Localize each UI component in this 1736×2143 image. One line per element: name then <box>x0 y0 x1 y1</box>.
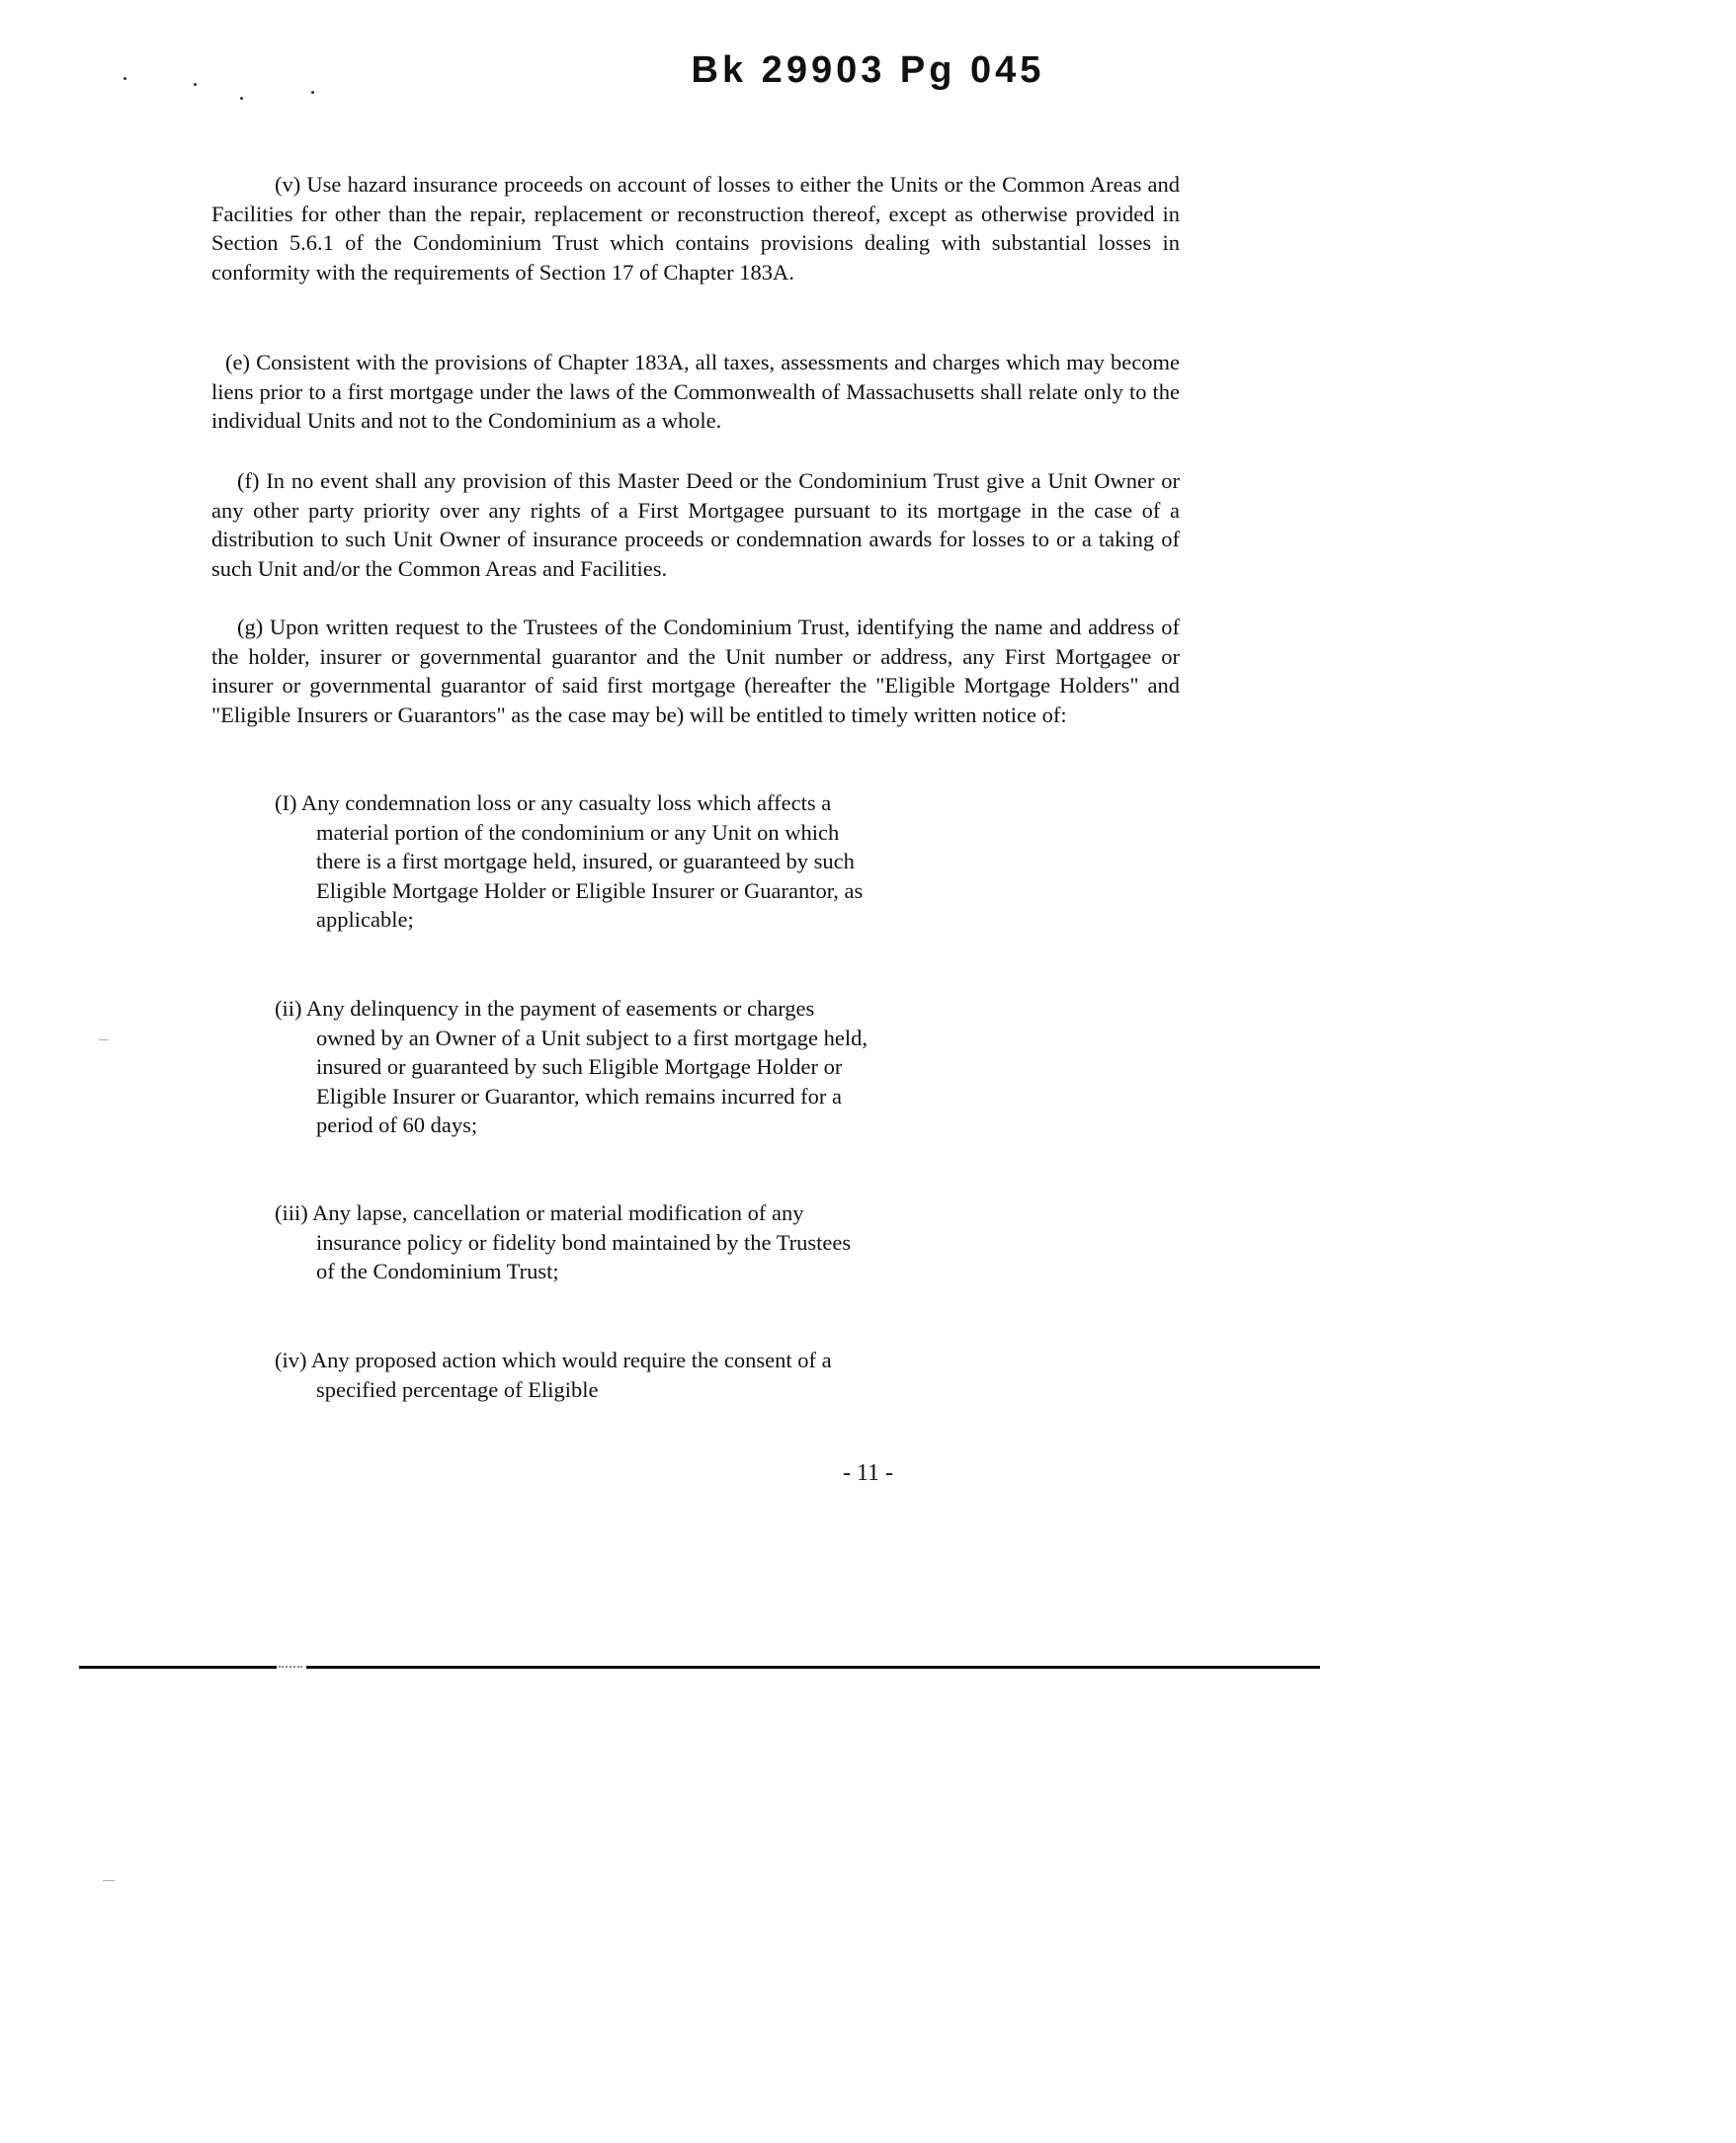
list-item-3: (iii) Any lapse, cancellation or material modification of any insurance policy or fidelity bond maintained by the Trustees of the Condominium Trust; <box>275 1200 852 1283</box>
paragraph-v: (v) Use hazard insurance proceeds on account of losses to either the Units or the Common Areas and Facilities for other than the repair, replacement or reconstruction thereof, except as otherwise provided in Section 5.6.1 of the Condominium Trust which contains provisions dealing with substantial losses in conformity with the requirements of Section 17 of Chapter 183A. <box>211 172 1180 285</box>
bottom-rule-gap <box>279 1666 302 1668</box>
scan-speck <box>240 97 243 100</box>
scan-speck <box>311 91 314 94</box>
list-item-2: (ii) Any delinquency in the payment of easements or charges owned by an Owner of a Unit subject to a first mortgage held, insured or guaranteed by such Eligible Mortgage Holder or Eligible Insurer or Guarantor, which remains incurred for a period of 60 days; <box>275 996 868 1137</box>
recording-stamp: Bk 29903 Pg 045 <box>691 49 1045 91</box>
bottom-rule <box>79 1666 277 1669</box>
scan-speck <box>194 83 197 86</box>
list-item-4: (iv) Any proposed action which would require the consent of a specified percentage of Eligible <box>275 1348 832 1402</box>
paragraph-g: (g) Upon written request to the Trustees of the Condominium Trust, identifying the name and address of the holder, insurer or governmental guarantor and the Unit number or address, any First Mortgagee or insurer or governmental guarantor of said first mortgage (hereafter the "Eligible Mortgage Holders" and "Eligible Insurers or Guarantors" as the case may be) will be entitled to timely written notice of: <box>211 615 1180 727</box>
list-item-1: (I) Any condemnation loss or any casualty loss which affects a material portion of the condominium or any Unit on which there is a first mortgage held, insured, or guaranteed by such Eligible Mortgage Holder or Eligible Insurer or Guarantor, as applicable; <box>275 790 864 932</box>
bottom-rule <box>306 1666 1320 1669</box>
page-number: - 11 - <box>842 1460 894 1486</box>
paragraph-f: (f) In no event shall any provision of this Master Deed or the Condominium Trust give a Unit Owner or any other party priority over any rights of a First Mortgagee pursuant to its mortgage in the case of a distribution to such Unit Owner of insurance proceeds or condemnation awards for losses to or a taking of such Unit and/or the Common Areas and Facilities. <box>211 468 1180 581</box>
scan-speck <box>99 1039 109 1040</box>
scan-speck <box>103 1880 115 1881</box>
scan-speck <box>124 77 126 80</box>
paragraph-e: (e) Consistent with the provisions of Chapter 183A, all taxes, assessments and charges which may become liens prior to a first mortgage under the laws of the Commonwealth of Massachusetts shall relate only to the individual Units and not to the Condominium as a whole. <box>211 350 1180 433</box>
